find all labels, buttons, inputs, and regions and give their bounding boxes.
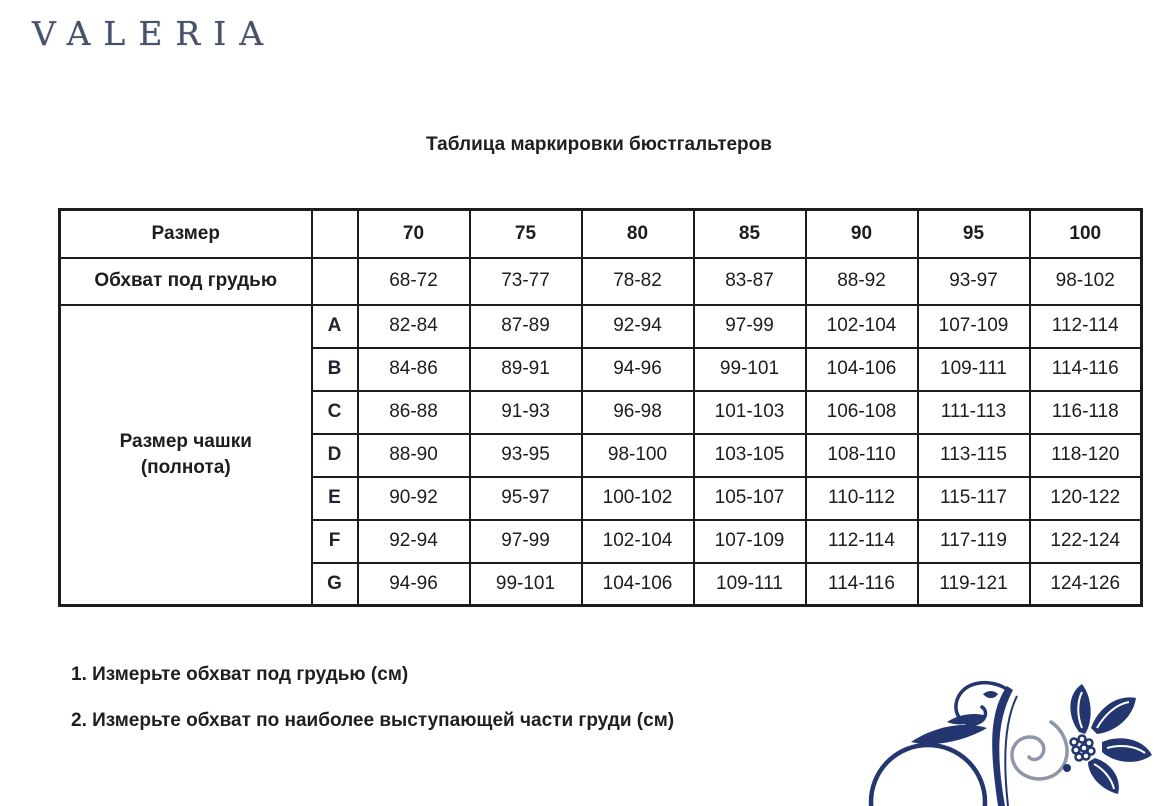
cup-value-cell: 114-116 — [806, 563, 918, 606]
cup-value-cell: 89-91 — [470, 348, 582, 391]
cup-value-cell: 82-84 — [358, 305, 470, 348]
header-spacer-cell — [312, 210, 358, 258]
cup-value-cell: 107-109 — [918, 305, 1030, 348]
cup-value-cell: 109-111 — [918, 348, 1030, 391]
underbust-cell: 88-92 — [806, 258, 918, 305]
cup-value-cell: 105-107 — [694, 477, 806, 520]
cup-value-cell: 107-109 — [694, 520, 806, 563]
cup-value-cell: 113-115 — [918, 434, 1030, 477]
size-col-header: 95 — [918, 210, 1030, 258]
table-header-row — [60, 210, 1142, 258]
cup-value-cell: 86-88 — [358, 391, 470, 434]
underbust-cell: 78-82 — [582, 258, 694, 305]
cup-value-cell: 122-124 — [1030, 520, 1142, 563]
cup-value-cell: 109-111 — [694, 563, 806, 606]
bra-size-table — [58, 208, 1143, 607]
cup-value-cell: 98-100 — [582, 434, 694, 477]
cup-value-cell: 95-97 — [470, 477, 582, 520]
underbust-spacer-cell — [312, 258, 358, 305]
size-col-header: 75 — [470, 210, 582, 258]
cup-value-cell: 88-90 — [358, 434, 470, 477]
cup-value-cell: 117-119 — [918, 520, 1030, 563]
cup-value-cell: 110-112 — [806, 477, 918, 520]
size-label-cell: Размер — [60, 210, 312, 258]
cup-value-cell: 92-94 — [582, 305, 694, 348]
cup-value-cell: 118-120 — [1030, 434, 1142, 477]
cup-value-cell: 87-89 — [470, 305, 582, 348]
cup-value-cell: 106-108 — [806, 391, 918, 434]
cup-value-cell: 94-96 — [358, 563, 470, 606]
size-col-header: 70 — [358, 210, 470, 258]
cup-value-cell: 97-99 — [694, 305, 806, 348]
underbust-label-cell: Обхват под грудью — [60, 258, 312, 305]
cup-value-cell: 114-116 — [1030, 348, 1142, 391]
cup-letter-cell: E — [312, 477, 358, 520]
floral-swirl-ornament-icon — [855, 676, 1165, 806]
instruction-step: 1. Измерьте обхват под грудью (см) — [71, 664, 409, 685]
cup-value-cell: 104-106 — [582, 563, 694, 606]
cup-value-cell: 96-98 — [582, 391, 694, 434]
brand-logo: VALERIA — [32, 14, 277, 53]
cup-value-cell: 92-94 — [358, 520, 470, 563]
cup-value-cell: 90-92 — [358, 477, 470, 520]
underbust-cell: 68-72 — [358, 258, 470, 305]
cup-value-cell: 101-103 — [694, 391, 806, 434]
cup-letter-cell: B — [312, 348, 358, 391]
cup-value-cell: 119-121 — [918, 563, 1030, 606]
cup-value-cell: 103-105 — [694, 434, 806, 477]
cup-letter-cell: C — [312, 391, 358, 434]
cup-value-cell: 111-113 — [918, 391, 1030, 434]
size-col-header: 90 — [806, 210, 918, 258]
underbust-cell: 98-102 — [1030, 258, 1142, 305]
cup-value-cell: 108-110 — [806, 434, 918, 477]
cup-value-cell: 94-96 — [582, 348, 694, 391]
cup-value-cell: 93-95 — [470, 434, 582, 477]
size-col-header: 100 — [1030, 210, 1142, 258]
page-title: Таблица маркировки бюстгальтеров — [426, 134, 772, 155]
cup-value-cell: 112-114 — [1030, 305, 1142, 348]
cup-value-cell: 84-86 — [358, 348, 470, 391]
cup-row — [60, 305, 1142, 348]
cup-value-cell: 100-102 — [582, 477, 694, 520]
cup-value-cell: 116-118 — [1030, 391, 1142, 434]
cup-letter-cell: G — [312, 563, 358, 606]
cup-value-cell: 91-93 — [470, 391, 582, 434]
cup-letter-cell: D — [312, 434, 358, 477]
cup-value-cell: 120-122 — [1030, 477, 1142, 520]
cup-value-cell: 104-106 — [806, 348, 918, 391]
cup-value-cell: 112-114 — [806, 520, 918, 563]
size-col-header: 80 — [582, 210, 694, 258]
cup-size-label-line2: (полнота) — [140, 456, 231, 478]
underbust-cell: 73-77 — [470, 258, 582, 305]
instruction-step: 2. Измерьте обхват по наиболее выступающей части груди (см) — [71, 710, 675, 731]
cup-value-cell: 124-126 — [1030, 563, 1142, 606]
cup-value-cell: 102-104 — [806, 305, 918, 348]
cup-value-cell: 102-104 — [582, 520, 694, 563]
cup-size-label-line1: Размер чашки — [119, 430, 252, 452]
cup-value-cell: 97-99 — [470, 520, 582, 563]
size-col-header: 85 — [694, 210, 806, 258]
cup-value-cell: 99-101 — [470, 563, 582, 606]
measurement-instructions — [71, 664, 674, 756]
underbust-cell: 83-87 — [694, 258, 806, 305]
cup-letter-cell: A — [312, 305, 358, 348]
underbust-cell: 93-97 — [918, 258, 1030, 305]
underbust-row — [60, 258, 1142, 305]
cup-letter-cell: F — [312, 520, 358, 563]
cup-size-label-cell — [60, 305, 312, 606]
cup-value-cell: 99-101 — [694, 348, 806, 391]
cup-value-cell: 115-117 — [918, 477, 1030, 520]
